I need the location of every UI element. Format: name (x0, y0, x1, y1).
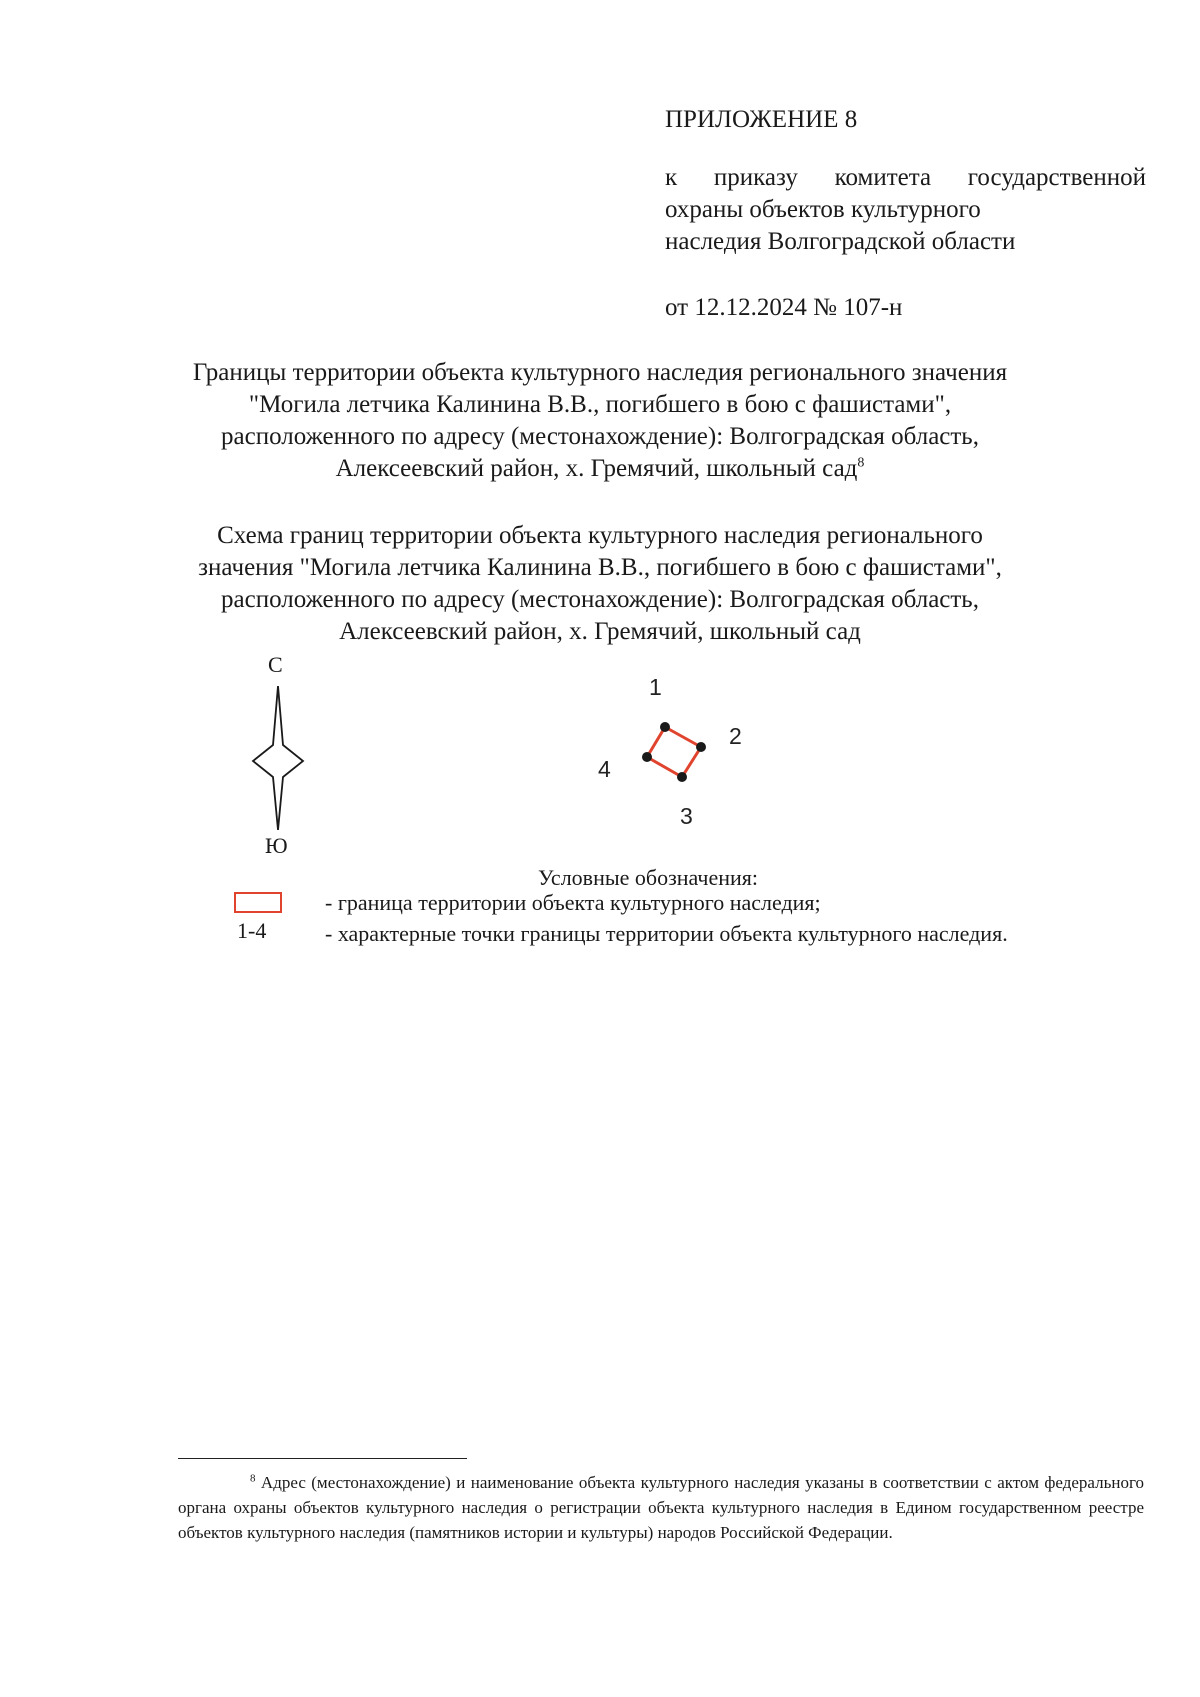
scheme-title-line: Алексеевский район, х. Гремячий, школьный сад (339, 618, 861, 645)
order-word: комитета (834, 164, 932, 191)
order-word: приказу (713, 164, 798, 191)
footnote (178, 1470, 1144, 1545)
compass-north-label: С (268, 652, 283, 677)
order-line-2: охраны объектов культурного (665, 196, 981, 223)
heading-line-last (150, 453, 1050, 485)
footnote-text: Адрес (местонахождение) и наименование объекта культурного наследия указаны в соответствии с актом федерального органа охраны объектов культурного наследия о регистрации объекта культурного наследия в Едином государственном реестре объектов культурного наследия (памятников истории и культуры) народов Российской Федерации. (178, 1473, 1144, 1542)
boundary-point-label-1: 1 (649, 674, 662, 700)
boundary-point-2 (696, 742, 706, 752)
scheme-title-line: расположенного по адресу (местонахождение): Волгоградская область, (221, 586, 979, 613)
appendix-title: ПРИЛОЖЕНИЕ 8 (665, 106, 858, 133)
legend-title: Условные обозначения: (538, 865, 759, 890)
boundary-point-label-2: 2 (729, 723, 742, 749)
scheme-title (150, 520, 1050, 648)
footnote-divider (178, 1458, 467, 1459)
order-date: от 12.12.2024 № 107-н (665, 294, 903, 321)
footnote-mark: 8 (250, 1472, 256, 1485)
compass-south-label: Ю (265, 833, 288, 858)
scheme-title-line: значения "Могила летчика Калинина В.В., погибшего в бою с фашистами", (198, 554, 1002, 581)
heading-line: расположенного по адресу (местонахождение): Волгоградская область, (221, 423, 979, 450)
document-heading (150, 357, 1050, 485)
order-line-1 (665, 162, 1146, 194)
legend-points-code: 1-4 (237, 918, 267, 943)
compass-rose-icon (250, 686, 306, 830)
legend-item-points: - характерные точки границы территории объекта культурного наследия. (325, 921, 1008, 946)
boundary-point-3 (677, 772, 687, 782)
legend-boundary-swatch (234, 892, 282, 913)
heading-line: Границы территории объекта культурного наследия регионального значения (192, 359, 1008, 386)
order-line-3: наследия Волгоградской области (665, 228, 1016, 255)
legend-item-boundary: - граница территории объекта культурного наследия; (325, 890, 821, 915)
scheme-title-line: Схема границ территории объекта культурного наследия регионального (217, 522, 983, 549)
order-reference (665, 162, 1146, 258)
boundary-polygon (647, 727, 701, 777)
order-word: к (665, 164, 678, 191)
boundary-point-label-4: 4 (598, 756, 611, 782)
boundary-point-4 (642, 752, 652, 762)
footnote-reference[interactable]: 8 (857, 455, 865, 471)
order-word: государственной (967, 164, 1146, 191)
boundary-point-label-3: 3 (680, 803, 693, 829)
heading-line: "Могила летчика Калинина В.В., погибшего в бою с фашистами", (248, 391, 952, 418)
heading-line-text: Алексеевский район, х. Гремячий, школьный сад (335, 455, 858, 482)
boundary-point-1 (660, 722, 670, 732)
